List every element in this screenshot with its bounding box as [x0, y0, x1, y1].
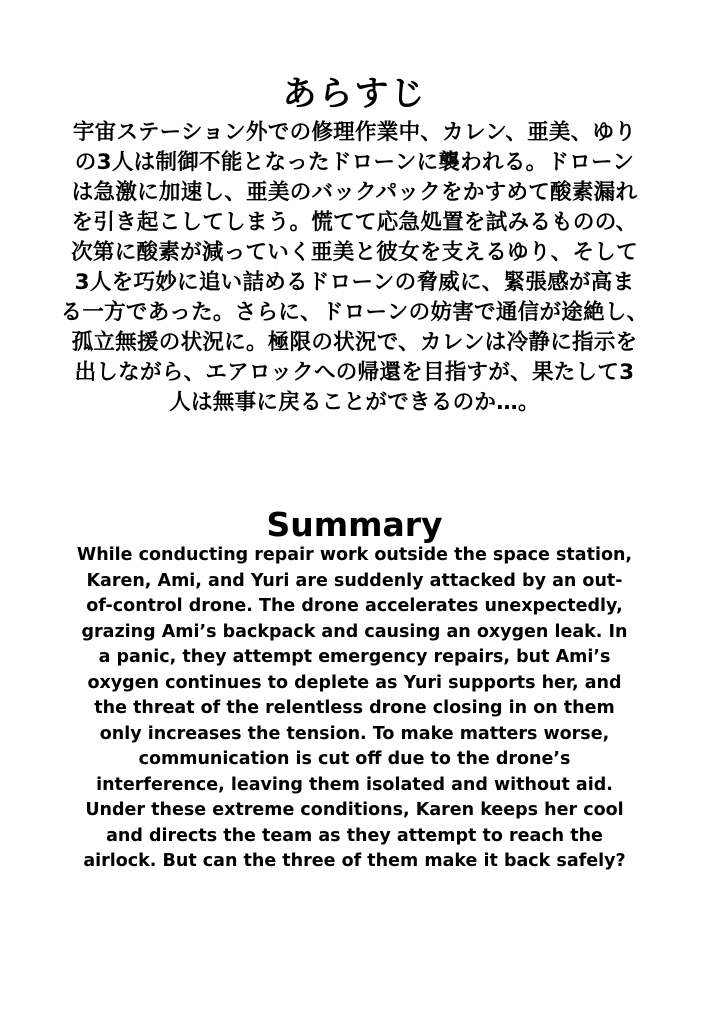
english-summary-line: oxygen continues to deplete as Yuri supports her, and: [87, 672, 622, 693]
english-title: Summary: [266, 505, 443, 544]
japanese-synopsis-line: 人は無事に戻ることができるのか…。: [169, 390, 540, 415]
japanese-title: あらすじ: [282, 74, 427, 114]
english-summary-line: airlock. But can the three of them make it back safely?: [83, 851, 626, 871]
japanese-synopsis-line: は急激に加速し、亜美のバックパックをかすめて酸素漏れ: [71, 180, 638, 205]
english-summary-line: and directs the team as they attempt to reach the: [106, 825, 603, 846]
japanese-synopsis-line: 出しながら、エアロックへの帰還を目指すが、果たして3: [74, 360, 635, 385]
english-summary-line: only increases the tension. To make matters worse,: [99, 723, 610, 744]
japanese-synopsis-line: る一方であった。さらに、ドローンの妨害で通信が途絶し、: [60, 300, 649, 325]
english-summary-line: the threat of the relentless drone closing in on them: [94, 698, 615, 718]
english-summary-line: While conducting repair work outside the space station,: [76, 545, 633, 565]
japanese-synopsis-line: の3人は制御不能となったドローンに襲われる。ドローン: [74, 150, 635, 175]
english-summary-line: a panic, they attempt emergency repairs, but Ami’s: [98, 647, 611, 667]
english-summary-line: grazing Ami’s backpack and causing an oxygen leak. In: [81, 621, 628, 642]
japanese-synopsis-line: 3人を巧妙に追い詰めるドローンの脅威に、緊張感が高ま: [74, 270, 635, 295]
english-summary: [40, 543, 669, 875]
japanese-synopsis: [24, 118, 685, 418]
japanese-synopsis-line: 孤立無援の状況に。極限の状況で、カレンは冷静に指示を: [71, 330, 638, 355]
japanese-synopsis-line: 次第に酸素が減っていく亜美と彼女を支えるゆり、そして: [71, 240, 638, 265]
japanese-synopsis-line: 宇宙ステーション外での修理作業中、カレン、亜美、ゆり: [72, 120, 637, 145]
japanese-synopsis-line: を引き起こしてしまう。慌てて応急処置を試みるものの、: [71, 210, 638, 235]
english-summary-line: of-control drone. The drone accelerates unexpectedly,: [86, 596, 623, 616]
english-summary-line: interference, leaving them isolated and without aid.: [96, 774, 613, 795]
english-summary-line: Karen, Ami, and Yuri are suddenly attacked by an out-: [86, 570, 623, 591]
english-summary-line: Under these extreme conditions, Karen keeps her cool: [85, 800, 624, 820]
english-summary-line: communication is cut off due to the drone’s: [138, 749, 571, 769]
